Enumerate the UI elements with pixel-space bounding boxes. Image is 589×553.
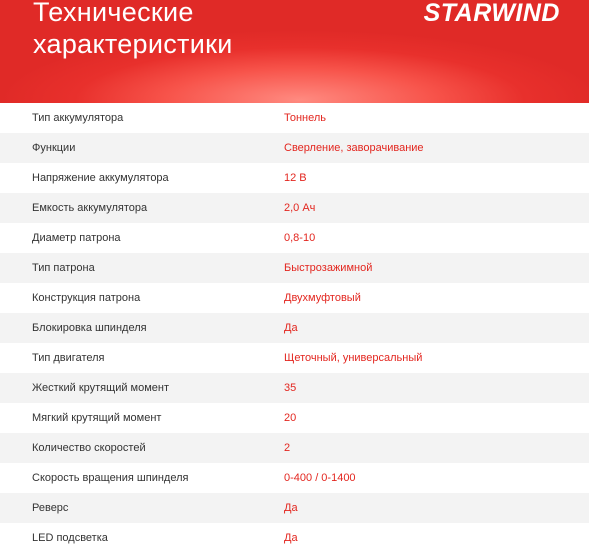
- spec-label: LED подсветка: [32, 532, 108, 544]
- spec-value: 2,0 Ач: [284, 202, 316, 214]
- spec-value: Да: [284, 322, 298, 334]
- spec-row: [0, 373, 589, 403]
- spec-label: Диаметр патрона: [32, 232, 121, 244]
- spec-value: Да: [284, 502, 298, 514]
- spec-row: [0, 283, 589, 313]
- spec-label: Тип аккумулятора: [32, 112, 124, 124]
- spec-row: [0, 433, 589, 463]
- spec-value: 12 В: [284, 172, 307, 184]
- spec-row: [0, 403, 589, 433]
- spec-label: Конструкция патрона: [32, 292, 141, 304]
- page-title-line-2: характеристики: [33, 29, 233, 59]
- spec-value: Щеточный, универсальный: [284, 352, 423, 364]
- spec-row: [0, 343, 589, 373]
- spec-label: Реверс: [32, 502, 69, 514]
- spec-row: [0, 493, 589, 523]
- spec-value: Сверление, заворачивание: [284, 142, 424, 154]
- specs-table: [0, 103, 589, 553]
- spec-row: [0, 223, 589, 253]
- spec-row: [0, 133, 589, 163]
- spec-value: Двухмуфтовый: [284, 292, 361, 304]
- spec-label: Блокировка шпинделя: [32, 322, 147, 334]
- spec-label: Функции: [32, 142, 76, 154]
- spec-row: [0, 463, 589, 493]
- spec-value: 0-400 / 0-1400: [284, 472, 356, 484]
- spec-label: Напряжение аккумулятора: [32, 172, 169, 184]
- spec-label: Емкость аккумулятора: [32, 202, 148, 214]
- page-title: [33, 0, 233, 60]
- spec-row: [0, 163, 589, 193]
- spec-label: Скорость вращения шпинделя: [32, 472, 189, 484]
- spec-row: [0, 193, 589, 223]
- spec-row: [0, 103, 589, 133]
- spec-label: Жесткий крутящий момент: [32, 382, 170, 394]
- spec-value: 20: [284, 412, 297, 424]
- spec-label: Тип патрона: [32, 262, 95, 274]
- spec-label: Мягкий крутящий момент: [32, 412, 162, 424]
- spec-value: 0,8-10: [284, 232, 316, 244]
- spec-label: Тип двигателя: [32, 352, 105, 364]
- spec-value: Быстрозажимной: [284, 262, 373, 274]
- spec-value: Да: [284, 532, 298, 544]
- header-banner: [0, 0, 589, 103]
- spec-row: [0, 523, 589, 553]
- page-title-line-1: Технические: [33, 0, 194, 27]
- spec-label: Количество скоростей: [32, 442, 146, 454]
- spec-value: 2: [284, 442, 291, 454]
- spec-value: Тоннель: [284, 112, 327, 124]
- brand-logo: STARWIND: [423, 0, 560, 27]
- spec-row: [0, 253, 589, 283]
- spec-value: 35: [284, 382, 297, 394]
- spec-row: [0, 313, 589, 343]
